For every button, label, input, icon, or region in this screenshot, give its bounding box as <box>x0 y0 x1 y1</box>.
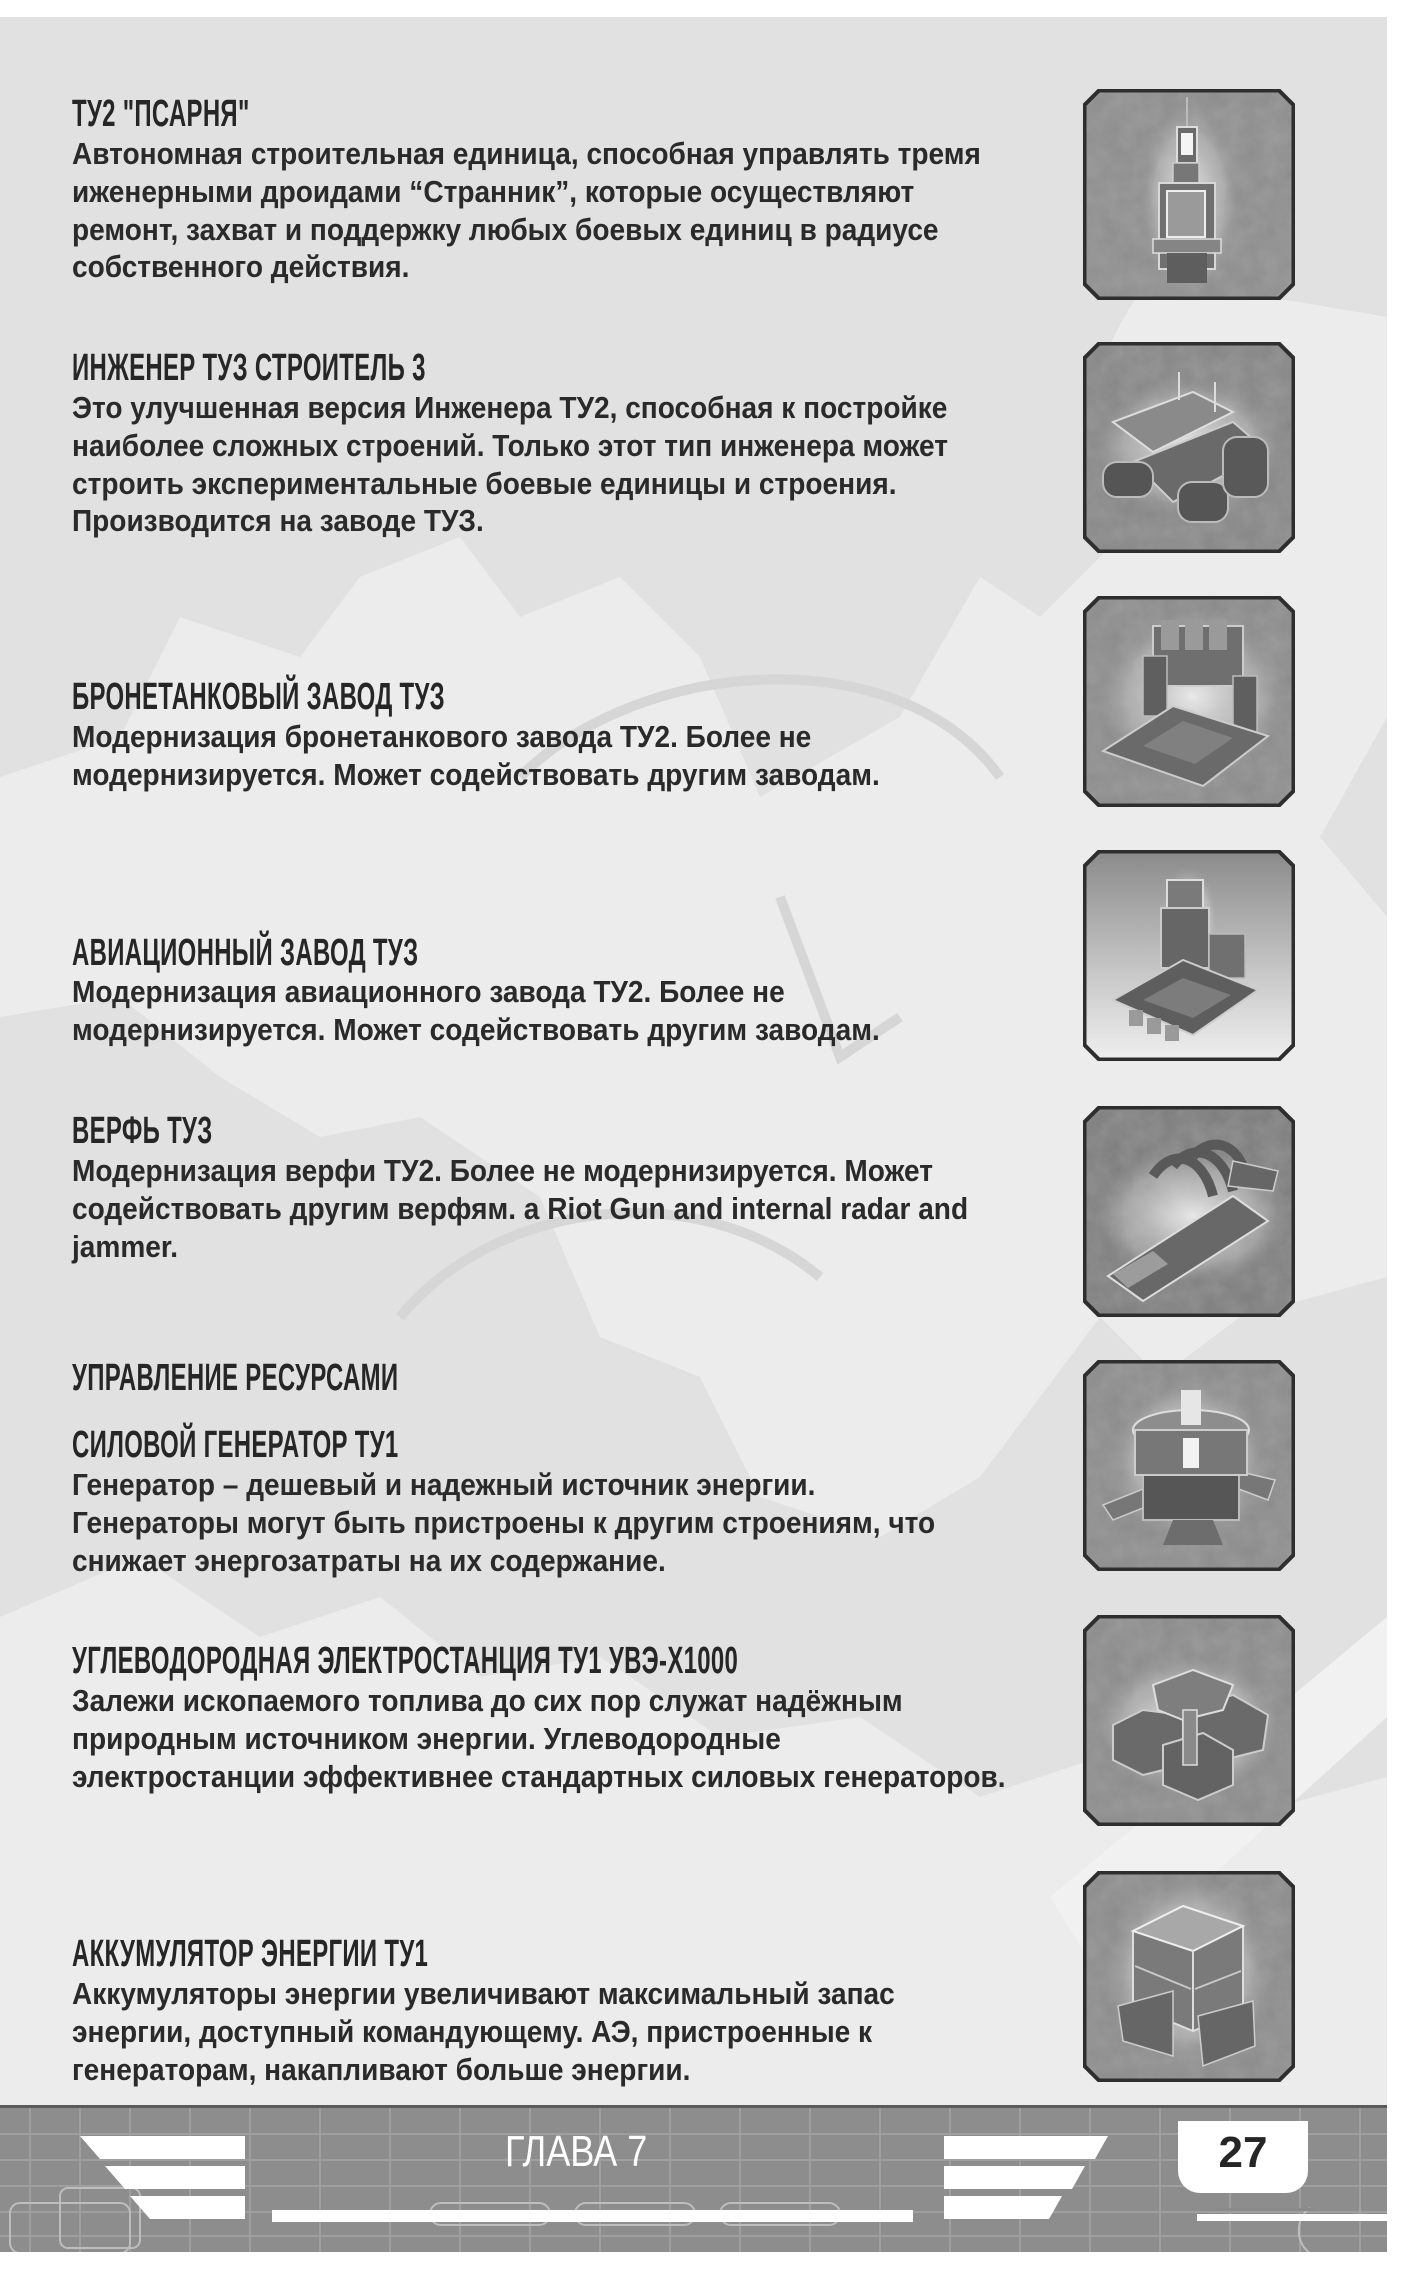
description-line: Генератор – дешевый и надежный источник энергии. <box>72 1467 816 1502</box>
hydrocarbon-plant-icon <box>1083 1615 1295 1826</box>
description-line: модернизируется. Может содействовать другим заводам. <box>72 756 880 792</box>
entry-title: АВИАЦИОННЫЙ ЗАВОД ТУЗ <box>72 932 419 974</box>
page-number: 27 <box>1218 2128 1268 2177</box>
description-line: Модернизация верфи ТУ2. Более не модернизируется. Может <box>72 1153 933 1188</box>
entry-description <box>72 1152 968 1265</box>
description-line: модернизируется. Может содействовать другим заводам. <box>72 1011 880 1047</box>
description-line: ремонт, захват и поддержку любых боевых единиц в радиусе <box>72 211 939 247</box>
entry-title: БРОНЕТАНКОВЫЙ ЗАВОД ТУЗ <box>72 676 445 718</box>
description-line: иженерными дроидами “Странник”, которые осуществляют <box>72 173 915 209</box>
tracked-engineer-icon <box>1083 342 1295 553</box>
description-line: строить экспериментальные боевые единицы и строения. <box>72 465 897 501</box>
entry-title: СИЛОВОЙ ГЕНЕРАТОР ТУ1 <box>72 1424 399 1466</box>
entry-title: ТУ2 "ПСАРНЯ" <box>72 93 250 135</box>
description-line: энергии, доступный командующему. АЭ, пристроенные к <box>72 2013 873 2049</box>
description-line: Это улучшенная версия Инженера ТУ2, способная к постройке <box>72 390 948 425</box>
description-line: Производится на заводе ТУЗ. <box>72 503 484 539</box>
description-line: природным источником энергии. Углеводородные <box>72 1720 781 1756</box>
entry-description <box>72 135 981 286</box>
description-line: Автономная строительная единица, способная управлять тремя <box>72 136 981 171</box>
description-line: снижает энергозатраты на их содержание. <box>72 1542 666 1578</box>
description-line: содействовать другим верфям. a Riot Gun and internal radar and <box>72 1190 969 1226</box>
description-line: Модернизация бронетанкового завода ТУ2. Более не <box>72 719 812 754</box>
manual-page <box>0 17 1387 2252</box>
unit-image <box>1083 1871 1295 2082</box>
section-heading: УПРАВЛЕНИЕ РЕСУРСАМИ <box>72 1357 399 1399</box>
entry-description <box>72 389 948 540</box>
tower-unit-icon <box>1083 89 1295 300</box>
description-line: Аккумуляторы энергии увеличивают максимальный запас <box>72 1976 895 2011</box>
description-line: Залежи ископаемого топлива до сих пор служат надёжным <box>72 1683 903 1718</box>
shipyard-icon <box>1083 1106 1295 1317</box>
power-generator-icon <box>1083 1360 1295 1571</box>
chapter-label: ГЛАВА 7 <box>505 2127 648 2176</box>
entry-title: АККУМУЛЯТОР ЭНЕРГИИ ТУ1 <box>72 1933 429 1975</box>
tank-factory-icon <box>1083 596 1295 807</box>
description-line: электростанции эффективнее стандартных силовых генераторов. <box>72 1758 1006 1794</box>
description-line: генераторам, накапливают больше энергии. <box>72 2051 691 2087</box>
entry-description <box>72 973 880 1049</box>
unit-image <box>1083 850 1295 1061</box>
entry-description <box>72 1975 895 2088</box>
page-footer <box>0 2105 1387 2252</box>
unit-image <box>1083 1106 1295 1317</box>
entry-title: ВЕРФЬ ТУЗ <box>72 1110 213 1152</box>
description-line: jammer. <box>72 1228 179 1264</box>
unit-image <box>1083 596 1295 807</box>
air-factory-icon <box>1083 850 1295 1061</box>
description-line: Генераторы могут быть пристроены к другим строениям, что <box>72 1504 936 1540</box>
entry-description <box>72 1682 1006 1795</box>
entry-description <box>72 718 880 794</box>
description-line: наиболее сложных строений. Только этот тип инженера может <box>72 427 948 463</box>
page-number-box <box>1178 2121 1308 2193</box>
entry-title: ИНЖЕНЕР ТУЗ СТРОИТЕЛЬ 3 <box>72 347 426 389</box>
energy-storage-icon <box>1083 1871 1295 2082</box>
entry-description <box>72 1466 935 1579</box>
description-line: Модернизация авиационного завода ТУ2. Более не <box>72 974 785 1009</box>
unit-image <box>1083 1615 1295 1826</box>
unit-image <box>1083 89 1295 300</box>
unit-image <box>1083 1360 1295 1571</box>
description-line: собственного действия. <box>72 249 410 285</box>
entry-title: УГЛЕВОДОРОДНАЯ ЭЛЕКТРОСТАНЦИЯ ТУ1 УВЭ-X1000 <box>72 1640 739 1682</box>
unit-image <box>1083 342 1295 553</box>
